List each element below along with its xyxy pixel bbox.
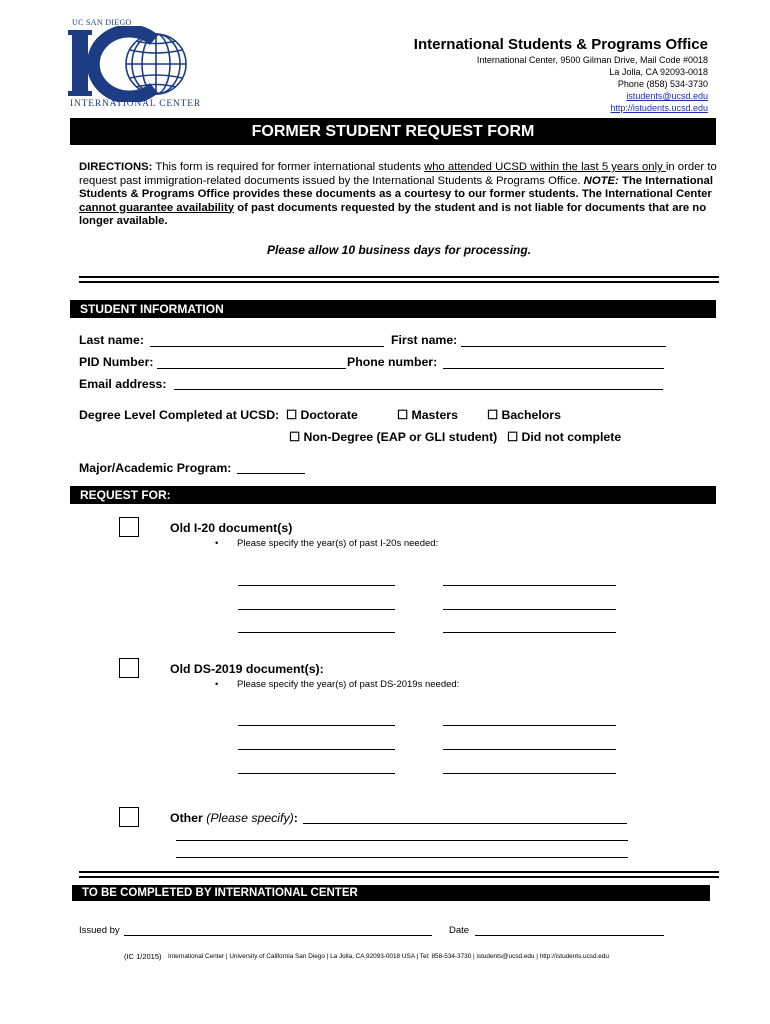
option-label: Non-Degree (EAP or GLI student) <box>303 430 498 444</box>
other-field-1[interactable] <box>303 823 627 824</box>
processing-time-note: Please allow 10 business days for processing. <box>266 243 532 257</box>
degree-option-non-degree[interactable] <box>289 430 497 444</box>
degree-option-masters[interactable] <box>397 408 458 422</box>
i20-year-field-5[interactable] <box>238 632 395 633</box>
office-title: International Students & Programs Office <box>413 36 708 53</box>
directions-paragraph <box>79 161 719 229</box>
issued-by-field[interactable] <box>124 935 432 936</box>
major-field[interactable] <box>237 473 305 474</box>
bullet-icon: • <box>215 679 219 690</box>
ds2019-year-field-5[interactable] <box>238 773 395 774</box>
directions-text-2: in order to request past immigration-related documents issued by the International Students & Programs Office. <box>79 161 717 187</box>
phone-text: Phone (858) 534-3730 <box>617 79 708 89</box>
address-line-1: International Center, 9500 Gilman Drive, Mail Code #0018 <box>476 55 708 65</box>
note-text-2: of past documents requested by the student and is not liable for documents that are no longer available. <box>79 201 707 227</box>
other-colon: : <box>293 811 298 825</box>
divider-office-top <box>79 871 719 873</box>
phone-label: Phone number: <box>347 355 438 369</box>
degree-label: Degree Level Completed at UCSD: <box>79 408 280 422</box>
option-label: Bachelors <box>501 408 561 422</box>
other-hint: (Please specify) <box>206 811 294 825</box>
last-name-field[interactable] <box>150 346 384 347</box>
email-label: Email address: <box>79 377 167 391</box>
note-text: The International Students & Programs Office provides these documents as a courtesy to our former students. The International Center <box>79 174 713 200</box>
first-name-label: First name: <box>391 333 458 347</box>
i20-year-field-1[interactable] <box>238 585 395 586</box>
email-link[interactable]: istudents@ucsd.edu <box>626 91 708 101</box>
divider-top <box>79 276 719 278</box>
i20-year-field-6[interactable] <box>443 632 616 633</box>
section-office-use <box>72 885 710 901</box>
section-request-for <box>70 486 716 504</box>
ds2019-year-field-2[interactable] <box>443 725 616 726</box>
i20-checkbox[interactable] <box>119 517 139 537</box>
i20-instruction: Please specify the year(s) of past I-20s needed: <box>237 538 439 549</box>
other-field-3[interactable] <box>176 857 628 858</box>
other-checkbox[interactable] <box>119 807 139 827</box>
date-field[interactable] <box>475 935 664 936</box>
phone-field[interactable] <box>443 368 664 369</box>
i20-year-field-3[interactable] <box>238 609 395 610</box>
checkbox-icon[interactable]: ☐ <box>507 430 519 444</box>
ds2019-year-field-1[interactable] <box>238 725 395 726</box>
bullet-icon: • <box>215 538 219 549</box>
form-title: FORMER STUDENT REQUEST FORM <box>70 118 716 145</box>
ds2019-year-field-3[interactable] <box>238 749 395 750</box>
first-name-field[interactable] <box>461 346 666 347</box>
pid-label: PID Number: <box>79 355 154 369</box>
other-label <box>170 811 298 825</box>
footer-text: International Center | University of California San Diego | La Jolla, CA 92093-0018 USA | Tel: 858-534-3730 | istudents@ucsd.edu | http://istudents.ucsd.edu <box>168 953 609 960</box>
other-field-2[interactable] <box>176 840 628 841</box>
other-title: Other <box>170 811 203 825</box>
website-link[interactable]: http://istudents.ucsd.edu <box>610 103 708 113</box>
checkbox-icon[interactable]: ☐ <box>289 430 301 444</box>
degree-option-doctorate[interactable] <box>286 408 358 422</box>
divider-bottom <box>79 281 719 283</box>
ds2019-title: Old DS-2019 document(s): <box>170 662 324 676</box>
ds2019-year-field-6[interactable] <box>443 773 616 774</box>
option-label: Masters <box>411 408 458 422</box>
i20-title: Old I-20 document(s) <box>170 521 293 535</box>
i20-year-field-4[interactable] <box>443 609 616 610</box>
option-label: Doctorate <box>300 408 358 422</box>
form-code: (IC 1/2015) <box>124 952 162 961</box>
degree-option-did-not-complete[interactable] <box>507 430 621 444</box>
note-underlined: cannot guarantee availability <box>79 201 235 214</box>
directions-text: This form is required for former international students <box>152 161 425 173</box>
email-field[interactable] <box>174 389 663 390</box>
date-label: Date <box>449 925 470 936</box>
ds2019-instruction: Please specify the year(s) of past DS-2019s needed: <box>237 679 460 690</box>
checkbox-icon[interactable]: ☐ <box>487 408 499 422</box>
checkbox-icon[interactable]: ☐ <box>286 408 298 422</box>
checkbox-icon[interactable]: ☐ <box>397 408 409 422</box>
note-label: NOTE: <box>583 174 619 187</box>
address-line-2: La Jolla, CA 92093-0018 <box>609 67 708 77</box>
last-name-label: Last name: <box>79 333 144 347</box>
section-student-information <box>70 300 716 318</box>
directions-underlined: who attended UCSD within the last 5 years only <box>424 161 666 173</box>
ds2019-year-field-4[interactable] <box>443 749 616 750</box>
divider-office-bottom <box>79 876 719 878</box>
directions-label: DIRECTIONS: <box>79 161 153 173</box>
major-label: Major/Academic Program: <box>79 461 232 475</box>
pid-field[interactable] <box>157 368 346 369</box>
degree-option-bachelors[interactable] <box>487 408 561 422</box>
issued-by-label: Issued by <box>79 925 120 936</box>
option-label: Did not complete <box>521 430 622 444</box>
ic-logo-icon <box>68 26 192 102</box>
section-title: REQUEST FOR: <box>80 488 171 502</box>
ds2019-checkbox[interactable] <box>119 658 139 678</box>
section-title: TO BE COMPLETED BY INTERNATIONAL CENTER <box>82 887 358 899</box>
i20-year-field-2[interactable] <box>443 585 616 586</box>
section-title: STUDENT INFORMATION <box>80 302 224 316</box>
logo-top-text: UC SAN DIEGO <box>72 18 132 27</box>
logo-bottom-text: INTERNATIONAL CENTER <box>70 99 201 109</box>
